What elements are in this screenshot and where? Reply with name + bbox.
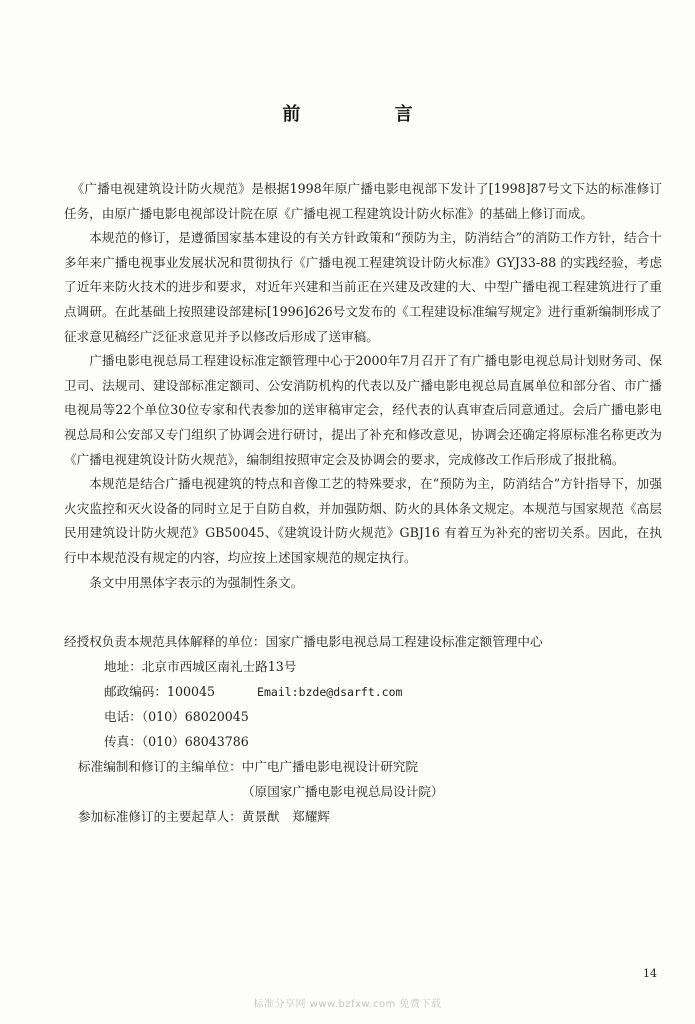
address-line: 地址：北京市西城区南礼士路13号 [104, 659, 297, 674]
drafters-line: 参加标准修订的主要起草人：黄景猷 郑耀辉 [78, 809, 330, 824]
paragraph-revision: 本规范的修订，是遵循国家基本建设的有关方针政策和“预防为主，防消结合”的消防工作方针，结合十多年来广播电视事业发展状况和贯彻执行《广播电视工程建筑设计防火标准》GYJ33-88 的实践经验，考虑了近年来防火技术的进步和要求，对近年兴建和当前正在兴建及改建的大、中型广播电视工程建筑进行了重点调研。在此基础上按照建设部建标[1996]626号文发布的《工程建设标准编写规定》进行重新编制形成了征求意见稿经广泛征求意见并予以修改后形成了送审稿。 [64, 230, 662, 344]
postal-email-line [104, 682, 402, 702]
phone-line: 电话：（010）68020045 [104, 709, 249, 724]
page-title: 前 言 [282, 104, 457, 125]
chief-editor-unit: 标准编制和修订的主编单位：中广电广播电影电视设计研究院 [78, 759, 419, 774]
preface-body [64, 177, 662, 595]
paragraph-review: 广播电影电视总局工程建设标准定额管理中心于2000年7月召开了有广播电影电视总局计划财务司、保卫司、法规司、建设部标准定额司、公安消防机构的代表以及广播电影电视总局直属单位和部分省、市广播电视局等22个单位30位专家和代表参加的送审稿审定会，经代表的认真审查后同意通过。会后广播电影电视总局和公安部又专门组织了协调会进行研讨，提出了补充和修改意见，协调会还确定将原标准名称更改为《广播电视建筑设计防火规范》，编制组按照审定会及协调会的要求，完成修改工作后形成了报批稿。 [64, 353, 662, 467]
authority-line: 经授权负责本规范具体解释的单位：国家广播电影电视总局工程建设标准定额管理中心 [64, 634, 543, 649]
paragraph-mandatory-note: 条文中用黑体字表示的为强制性条文。 [89, 574, 304, 590]
paragraph-origin: 《广播电视建筑设计防火规范》是根据1998年原广播电影电视部下发计了[1998]87号文下达的标准修订任务，由原广播电影电视部设计院在原《广播电视工程建筑设计防火标准》的基础上修订而成。 [64, 181, 662, 221]
email-address: Email:bzde@dsarft.com [257, 685, 403, 699]
watermark: 标准分享网 www.bzfxw.com 免费下载 [253, 999, 442, 1010]
chief-editor-unit-former: （原国家广播电影电视总局设计院） [242, 784, 444, 799]
fax-line: 传真：（010）68043786 [104, 734, 249, 749]
paragraph-scope: 本规范是结合广播电视建筑的特点和音像工艺的特殊要求，在“预防为主，防消结合”方针指导下，加强火灾监控和灭火设备的同时立足于自防自救，并加强防烟、防火的具体条文规定。本规范与国家规范《高层民用建筑设计防火规范》GB50045、《建筑设计防火规范》GBJ16 有着互为补充的密切关系。因此，在执行中本规范没有规定的内容，均应按上述国家规范的规定执行。 [64, 476, 662, 565]
page-number: 14 [643, 967, 657, 980]
postal-code: 邮政编码：100045 [104, 684, 216, 699]
